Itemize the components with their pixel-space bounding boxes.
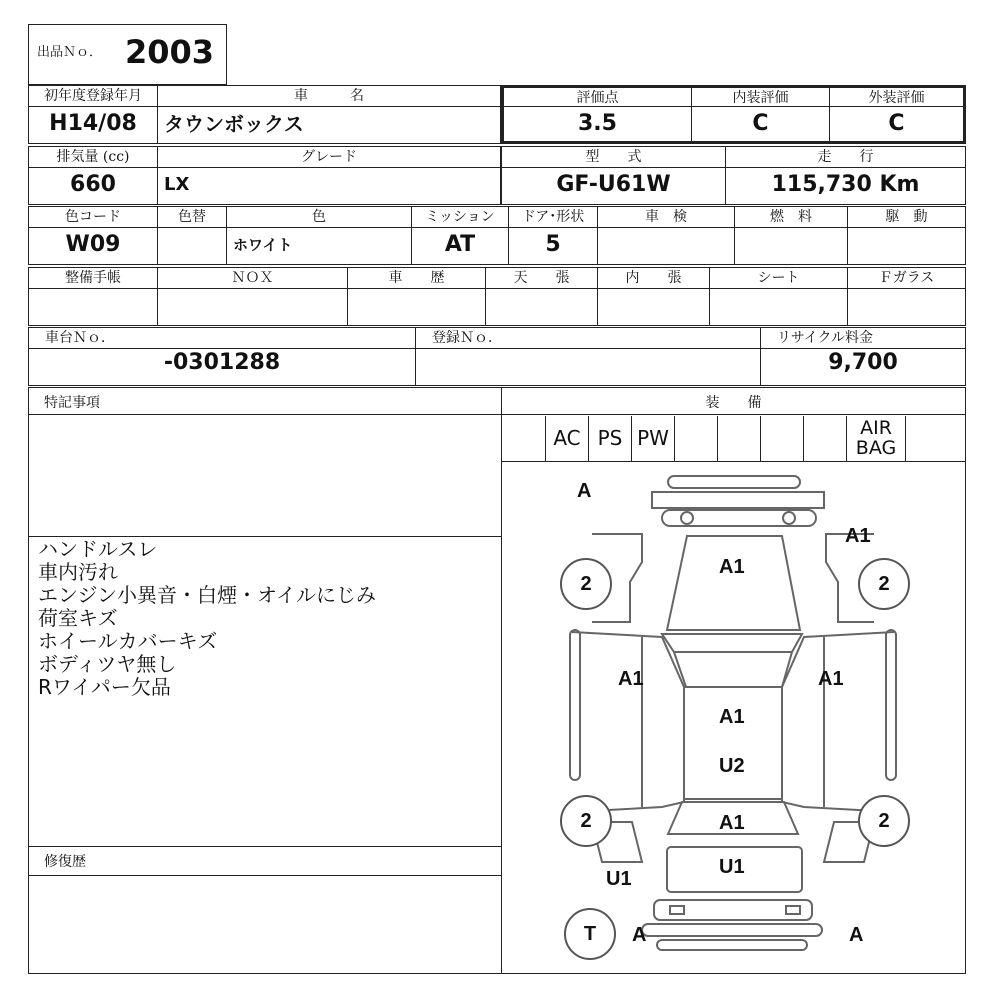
mark-roof-mid: U2 <box>719 755 745 777</box>
door-header: ドア･形状 <box>508 206 598 228</box>
mark-left-rear-wheel: 2 <box>560 795 612 847</box>
mark-rear-bumper-left: A <box>632 924 647 946</box>
lot-label: 出品Ｎｏ． <box>37 45 103 60</box>
interior-roof-value <box>597 288 710 326</box>
glass-value <box>847 288 966 326</box>
drive-value <box>847 227 966 265</box>
score-value: 3.5 <box>501 106 692 144</box>
recycle-label: リサイクル料金 <box>777 330 874 346</box>
mark-right-door: A1 <box>818 668 844 690</box>
manual-value <box>28 288 158 326</box>
recycle-value: 9,700 <box>828 350 898 375</box>
mileage-value: 115,730 Km <box>725 167 966 205</box>
equip-slot <box>674 416 717 462</box>
mark-tire-t: T <box>564 908 616 960</box>
color-value: ホワイト <box>226 227 412 265</box>
interior-value: C <box>691 106 830 144</box>
equip-ac: AC <box>545 416 588 462</box>
car-name-value: タウンボックス <box>157 106 501 144</box>
equip-slot <box>760 416 803 462</box>
regno-box <box>415 327 761 386</box>
nox-header: ＮＯＸ <box>157 267 348 289</box>
mileage-header: 走 行 <box>725 146 966 168</box>
mark-left-front-wheel: 2 <box>560 558 612 610</box>
displacement-value: 660 <box>28 167 158 205</box>
drive-header: 駆 動 <box>847 206 966 228</box>
lot-number: 2003 <box>125 33 215 71</box>
displacement-header: 排気量 (cc) <box>28 146 158 168</box>
mark-left-door: A1 <box>618 668 644 690</box>
seat-value <box>709 288 848 326</box>
chassis-label: 車台Ｎｏ． <box>45 330 115 346</box>
mark-rear-left: U1 <box>606 868 632 890</box>
score-header: 評価点 <box>501 85 692 107</box>
mission-header: ミッション <box>411 206 509 228</box>
mark-windshield: A1 <box>719 556 745 578</box>
repair-history-label: 修復歴 <box>44 854 86 870</box>
equip-cell-empty <box>501 416 545 462</box>
exterior-value: C <box>829 106 966 144</box>
remark-line: Rワイパー欠品 <box>38 675 171 699</box>
reg-date-header: 初年度登録年月 <box>28 85 158 107</box>
regno-label: 登録Ｎｏ． <box>432 330 502 346</box>
history-value <box>347 288 486 326</box>
equip-ps: PS <box>588 416 631 462</box>
equipment-label: 装 備 <box>705 395 762 411</box>
interior-header: 内装評価 <box>691 85 830 107</box>
door-value: 5 <box>508 227 598 265</box>
model-value: GF-U61W <box>501 167 726 205</box>
equip-pw: PW <box>631 416 674 462</box>
mark-rear-bumper-right: A <box>849 924 864 946</box>
nox-value <box>157 288 348 326</box>
inspection-value <box>597 227 735 265</box>
recolor-value <box>157 227 227 265</box>
inspection-header: 車 検 <box>597 206 735 228</box>
model-header: 型 式 <box>501 146 726 168</box>
remark-line: 荷室キズ <box>38 606 118 630</box>
remarks-list <box>38 538 376 699</box>
mark-rear-glass: A1 <box>719 812 745 834</box>
mark-rear-gate: U1 <box>719 856 745 878</box>
remarks-label: 特記事項 <box>44 395 100 411</box>
fuel-header: 燃 料 <box>734 206 848 228</box>
color-header: 色 <box>226 206 412 228</box>
equip-slot <box>717 416 760 462</box>
history-header: 車 歴 <box>347 267 486 289</box>
mark-right-front-wheel: 2 <box>858 558 910 610</box>
interior-roof-header: 内 張 <box>597 267 710 289</box>
color-code-header: 色コード <box>28 206 158 228</box>
recolor-header: 色替 <box>157 206 227 228</box>
lot-number-box <box>28 24 227 85</box>
recycle-box <box>760 327 966 386</box>
exterior-header: 外装評価 <box>829 85 966 107</box>
mark-right-front-pillar: A1 <box>845 525 871 547</box>
mission-value: AT <box>411 227 509 265</box>
mark-roof-front: A1 <box>719 706 745 728</box>
color-code-value: W09 <box>28 227 158 265</box>
mark-front-bumper: A <box>577 480 592 502</box>
remark-line: エンジン小異音・白煙・オイルにじみ <box>38 583 376 607</box>
glass-header: Ｆガラス <box>847 267 966 289</box>
equip-airbag: AIR BAG <box>846 416 906 462</box>
remark-line: ハンドルスレ <box>38 537 158 561</box>
mark-right-rear-wheel: 2 <box>858 795 910 847</box>
seat-header: シート <box>709 267 848 289</box>
reg-date-value: H14/08 <box>28 106 158 144</box>
chassis-box <box>28 327 416 386</box>
chassis-value: -0301288 <box>163 350 281 375</box>
fuel-value <box>734 227 848 265</box>
roof-header: 天 張 <box>485 267 598 289</box>
grade-header: グレード <box>157 146 501 168</box>
remark-line: 車内汚れ <box>38 560 118 584</box>
remark-line: ホイールカバーキズ <box>38 629 218 653</box>
car-name-header: 車 名 <box>157 85 501 107</box>
roof-value <box>485 288 598 326</box>
grade-value: LX <box>157 167 501 205</box>
equip-slot <box>803 416 846 462</box>
manual-header: 整備手帳 <box>28 267 158 289</box>
remark-line: ボディツヤ無し <box>38 652 177 676</box>
